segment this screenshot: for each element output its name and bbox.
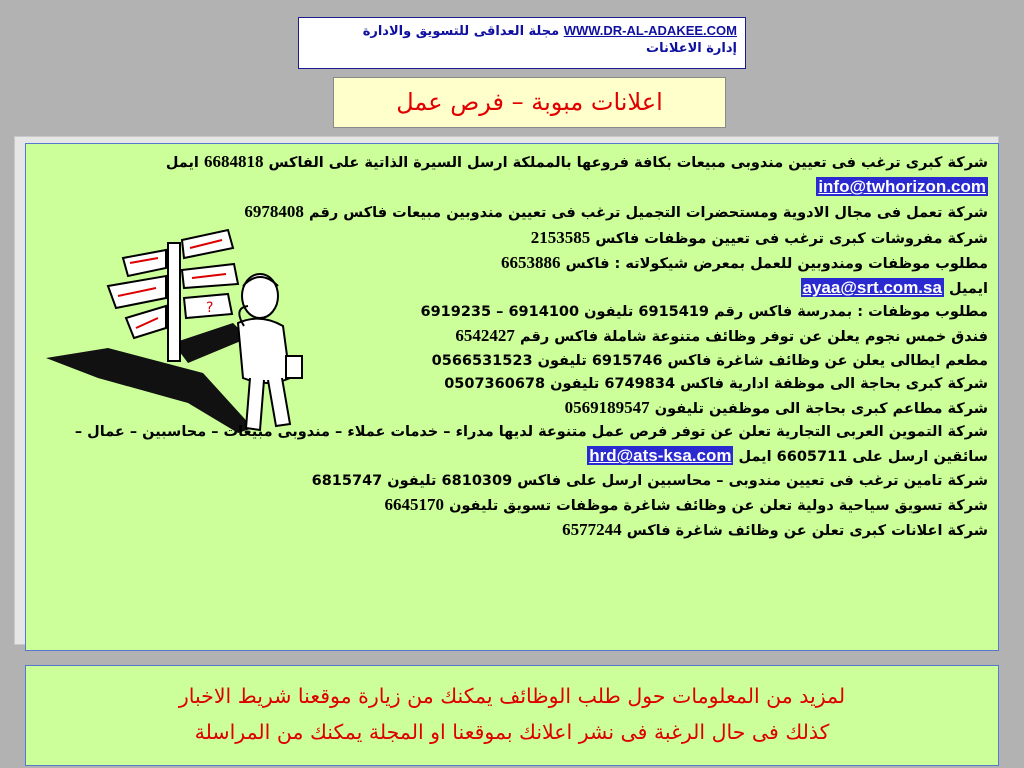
sign-question-mark: ? [206,300,214,316]
ad-line-2 [28,175,988,200]
header-box [298,17,746,69]
ads-list [28,150,988,543]
ad-line-13: شركة تامين ترغب فى تعيين مندوبى – محاسبين ارسل على فاكس 6810309 تليفون 6815747 [311,472,988,489]
ad-text: شركة مطاعم كبرى بحاجة الى موظفين تليفون [654,401,988,418]
email-link[interactable]: info@twhorizon.com [818,177,986,197]
magazine-name: مجلة العداقى للتسويق والادارة [362,24,560,39]
ad-text: شركة تعمل فى مجال الادوية ومستحضرات التجميل ترغب فى تعيين مندوبين مبيعات فاكس رقم [308,205,988,222]
ad-line-8 [28,324,988,349]
ad-text: شركة كبرى ترغب فى تعيين مندوبى مبيعات بكافة فروعها بالمملكة ارسل السيرة الذاتية على الفاكس [268,155,988,171]
ad-number: 6978408 [244,202,304,222]
ad-number: 6577244 [562,520,622,540]
ad-number: 6645170 [384,494,445,514]
ad-line-6 [28,276,988,301]
site-link[interactable]: WWW.DR-AL-ADAKEE.COM [563,23,737,38]
ad-number: 6542427 [455,326,515,346]
ad-text: فندق خمس نجوم يعلن عن توفر وظائف متنوعة شاملة فاكس رقم [519,329,988,346]
footer-line-2: كذلك فى حال الرغبة فى نشر اعلانك بموقعنا او المجلة يمكنك من المراسلة [194,720,830,744]
ad-number: 2153585 [530,227,591,247]
email-link[interactable]: hrd@ats-ksa.com [589,446,732,466]
ad-text: مطلوب موظفات ومندوبين للعمل بمعرض شيكولاته : فاكس [565,255,988,272]
page-title: اعلانات مبوبة – فرص عمل [333,77,726,128]
department-label: إدارة الاعلانات [646,41,737,56]
ad-line-5 [28,251,988,276]
header-line-1 [307,22,737,40]
ad-text: ايميل [949,281,988,298]
ad-number: 6684818 [203,152,264,171]
ad-line-15 [28,518,988,543]
email-link[interactable]: ayaa@srt.com.sa [802,278,942,298]
ad-line-12 [28,421,988,469]
ad-line-4 [28,226,988,251]
ad-number: 0569189547 [564,398,650,418]
ad-line-7: مطلوب موظفات : بمدرسة فاكس رقم 6915419 تليفون 6914100 – 6919235 [420,304,988,321]
ad-text: شركة تسويق سياحية دولية تعلن عن وظائف شاغرة موظفات تسويق تليفون [449,497,988,514]
ad-line-3 [28,200,988,225]
ad-text: شركة مفروشات كبرى ترغب فى تعيين موظفات فاكس [595,230,988,247]
ad-suffix: ايمل [165,155,199,171]
ad-line-1 [28,150,988,175]
footer-box [25,665,999,766]
footer-line-1: لمزيد من المعلومات حول طلب الوظائف يمكنك من زيارة موقعنا شريط الاخبار [178,684,846,708]
ad-line-14 [28,493,988,518]
ad-line-9: مطعم ايطالى يعلن عن وظائف شاغرة فاكس 6915746 تليفون 0566531523 [431,352,988,369]
ad-text: شركة اعلانات كبرى تعلن عن وظائف شاغرة فاكس [626,523,988,540]
ad-line-10: شركة كبرى بحاجة الى موظفة ادارية فاكس 6749834 تليفون 0507360678 [444,375,988,392]
ad-line-11 [28,396,988,421]
ad-number: 6653886 [501,252,561,272]
ads-panel [25,143,999,651]
ad-text: شركة التموين العربى التجارية تعلن عن توفر فرص عمل متنوعة لديها مدراء – خدمات عملاء – مندوبى مبيعات – محاسبين – عمال – سائقين ارسل على 6605711 ايمل [74,424,988,466]
